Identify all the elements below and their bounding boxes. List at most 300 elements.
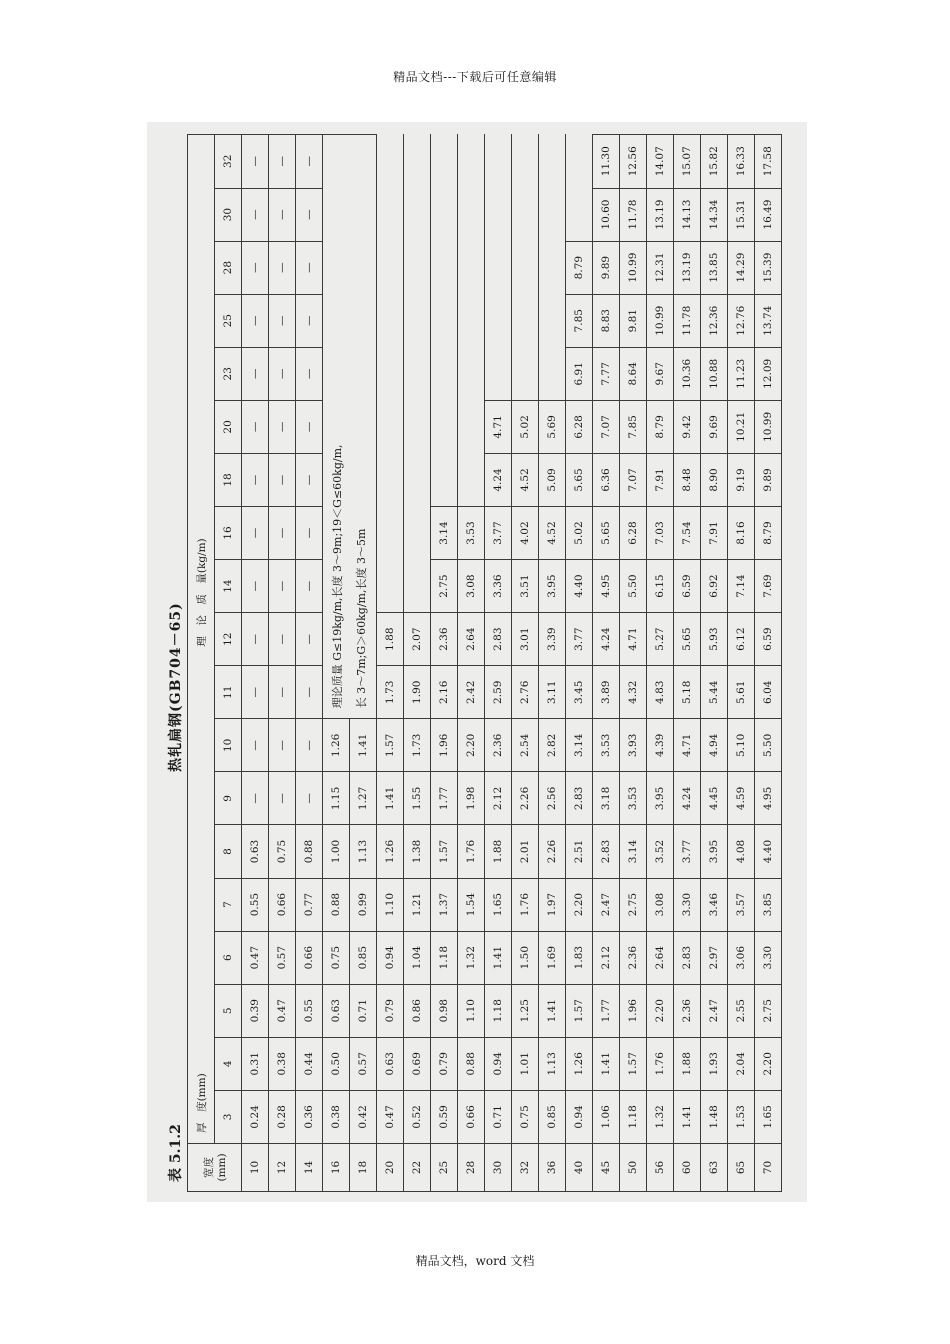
width-cell: 40 [566,1143,593,1191]
mass-cell: 1.76 [512,878,539,931]
table-row [431,135,458,1192]
mass-cell: 7.85 [566,294,593,347]
mass-cell: 15.39 [755,241,782,294]
mass-cell: 2.26 [512,772,539,825]
mass-cell: 1.54 [458,878,485,931]
thickness-label: 厚 度(mm) [195,1073,208,1133]
width-cell: 10 [242,1143,269,1191]
mass-cell: 7.85 [620,400,647,453]
length-note-cell [323,135,377,719]
mass-cell: 6.15 [647,560,674,613]
mass-cell: — [269,666,296,719]
mass-cell: 11.23 [728,347,755,400]
mass-cell: 1.13 [539,1037,566,1090]
mass-cell: 4.59 [728,772,755,825]
empty-cell [458,400,485,453]
mass-cell: 1.41 [350,719,377,772]
width-cell: 18 [350,1143,377,1191]
mass-cell: 4.40 [755,825,782,878]
mass-cell: 4.95 [755,772,782,825]
mass-cell: 12.76 [728,294,755,347]
mass-cell: 2.75 [620,878,647,931]
mass-cell: 0.94 [566,1090,593,1143]
mass-cell: 1.76 [647,1037,674,1090]
mass-cell: — [269,506,296,559]
mass-cell: 5.27 [647,613,674,666]
width-cell: 22 [404,1143,431,1191]
mass-cell: 0.50 [323,1037,350,1090]
mass-cell: 3.30 [755,931,782,984]
thickness-header: 30 [215,188,242,241]
mass-cell: 3.52 [647,825,674,878]
mass-cell: 0.47 [269,984,296,1037]
mass-cell: 1.41 [485,931,512,984]
mass-cell: 12.56 [620,135,647,189]
mass-cell: 10.36 [674,347,701,400]
empty-cell [539,241,566,294]
mass-cell: — [296,666,323,719]
mass-cell: 2.55 [728,984,755,1037]
mass-cell: 3.53 [620,772,647,825]
empty-cell [377,453,404,506]
mass-cell: — [269,347,296,400]
table-row [620,135,647,1192]
mass-cell: 1.41 [593,1037,620,1090]
empty-cell [431,188,458,241]
table-row [323,135,350,1192]
mass-cell: 7.14 [728,560,755,613]
mass-cell: — [296,772,323,825]
mass-cell: 8.90 [701,453,728,506]
mass-cell: 1.77 [431,772,458,825]
empty-cell [458,135,485,189]
mass-cell: 1.77 [593,984,620,1037]
mass-cell: 7.69 [755,560,782,613]
mass-cell: 14.29 [728,241,755,294]
mass-cell: 10.99 [647,294,674,347]
mass-cell: 10.99 [755,400,782,453]
mass-cell: 3.06 [728,931,755,984]
mass-cell: 2.51 [566,825,593,878]
mass-cell: 3.45 [566,666,593,719]
mass-cell: — [296,135,323,189]
empty-cell [431,453,458,506]
mass-cell: 6.59 [674,560,701,613]
mass-cell: 4.71 [620,613,647,666]
empty-cell [431,135,458,189]
mass-cell: 2.47 [593,878,620,931]
mass-cell: 2.75 [755,984,782,1037]
mass-cell: — [242,453,269,506]
table-row [242,135,269,1192]
mass-cell: 1.57 [431,825,458,878]
table-row [512,135,539,1192]
mass-cell: 2.54 [512,719,539,772]
empty-cell [431,294,458,347]
mass-cell: 3.30 [674,878,701,931]
mass-cell: 2.20 [566,878,593,931]
mass-cell: — [242,560,269,613]
mass-cell: 10.88 [701,347,728,400]
mass-cell: — [269,719,296,772]
width-cell: 45 [593,1143,620,1191]
mass-cell: 10.21 [728,400,755,453]
mass-cell: 7.03 [647,506,674,559]
empty-cell [377,241,404,294]
mass-cell: 0.38 [323,1090,350,1143]
empty-cell [566,188,593,241]
empty-cell [512,241,539,294]
mass-cell: 1.10 [458,984,485,1037]
mass-cell: 9.69 [701,400,728,453]
mass-cell: 9.89 [755,453,782,506]
mass-cell: — [296,613,323,666]
mass-cell: 1.01 [512,1037,539,1090]
mass-cell: — [269,188,296,241]
mass-cell: 3.01 [512,613,539,666]
mass-cell: — [269,135,296,189]
mass-cell: 3.14 [620,825,647,878]
mass-cell: 0.55 [296,984,323,1037]
empty-cell [512,135,539,189]
mass-cell: 16.33 [728,135,755,189]
mass-cell: 0.36 [296,1090,323,1143]
mass-cell: 2.36 [485,719,512,772]
mass-cell: 0.99 [350,878,377,931]
width-cell: 16 [323,1143,350,1191]
mass-cell: 0.31 [242,1037,269,1090]
empty-cell [377,135,404,189]
mass-cell: 1.00 [323,825,350,878]
mass-cell: — [269,772,296,825]
mass-cell: 5.65 [566,453,593,506]
mass-cell: — [269,613,296,666]
mass-cell: 4.24 [485,453,512,506]
mass-cell: 13.19 [647,188,674,241]
mass-cell: 1.26 [377,825,404,878]
header-row-1 [188,135,215,1192]
mass-cell: 4.83 [647,666,674,719]
mass-cell: — [269,400,296,453]
empty-cell [539,135,566,189]
table-caption: 热轧扁钢(GB704－65) [168,602,184,772]
mass-cell: 1.13 [350,825,377,878]
empty-cell [458,453,485,506]
mass-cell: 7.77 [593,347,620,400]
width-cell: 56 [647,1143,674,1191]
mass-cell: 3.11 [539,666,566,719]
thickness-header: 28 [215,241,242,294]
empty-cell [458,241,485,294]
mass-cell: 2.82 [539,719,566,772]
mass-cell: 3.36 [485,560,512,613]
mass-cell: 1.57 [377,719,404,772]
mass-cell: 1.21 [404,878,431,931]
mass-cell: 1.26 [566,1037,593,1090]
mass-cell: 1.18 [485,984,512,1037]
mass-label: 理 论 质 量(kg/m) [195,538,208,647]
mass-cell: — [242,400,269,453]
mass-cell: 1.18 [620,1090,647,1143]
empty-cell [458,188,485,241]
mass-cell: 11.30 [593,135,620,189]
mass-cell: 17.58 [755,135,782,189]
mass-cell: 0.88 [296,825,323,878]
mass-cell: 4.52 [512,453,539,506]
mass-cell: 3.77 [566,613,593,666]
width-cell: 25 [431,1143,458,1191]
page-footer: 精品文档，word 文档 [415,1254,535,1268]
mass-cell: 3.46 [701,878,728,931]
mass-cell: 1.48 [701,1090,728,1143]
mass-cell: 1.50 [512,931,539,984]
mass-cell: 3.57 [728,878,755,931]
mass-cell: 1.26 [323,719,350,772]
mass-cell: 4.24 [674,772,701,825]
mass-cell: — [296,453,323,506]
empty-cell [431,347,458,400]
mass-cell: 14.34 [701,188,728,241]
thickness-header: 16 [215,506,242,559]
mass-cell: 1.04 [404,931,431,984]
mass-cell: 4.94 [701,719,728,772]
mass-cell: 5.65 [674,613,701,666]
thickness-header: 18 [215,453,242,506]
width-unit-label: (mm) [216,1153,228,1182]
empty-cell [566,135,593,189]
mass-cell: — [296,506,323,559]
mass-cell: 3.39 [539,613,566,666]
mass-cell: 0.79 [431,1037,458,1090]
mass-cell: — [296,560,323,613]
mass-cell: 0.57 [350,1037,377,1090]
mass-cell: 2.20 [755,1037,782,1090]
mass-cell: 1.88 [377,613,404,666]
mass-cell: — [242,294,269,347]
mass-cell: — [242,666,269,719]
scanned-table-image [147,122,807,1202]
mass-cell: 0.85 [539,1090,566,1143]
mass-cell: 0.94 [485,1037,512,1090]
mass-cell: 1.41 [539,984,566,1037]
mass-cell: 0.44 [296,1037,323,1090]
mass-cell: 0.57 [269,931,296,984]
rotated-table-content [147,122,807,1202]
mass-cell: 3.08 [647,878,674,931]
mass-cell: 1.38 [404,825,431,878]
mass-cell: 3.93 [620,719,647,772]
mass-cell: 0.88 [323,878,350,931]
mass-cell: 15.82 [701,135,728,189]
width-cell: 60 [674,1143,701,1191]
thickness-header: 7 [215,878,242,931]
empty-cell [431,400,458,453]
mass-cell: 1.73 [377,666,404,719]
empty-cell [404,241,431,294]
mass-cell: 5.61 [728,666,755,719]
table-row [701,135,728,1192]
mass-cell: 1.25 [512,984,539,1037]
mass-cell: 0.63 [377,1037,404,1090]
empty-cell [404,560,431,613]
mass-cell: 11.78 [620,188,647,241]
mass-cell: 7.07 [593,400,620,453]
mass-cell: — [269,294,296,347]
mass-cell: 8.79 [647,400,674,453]
mass-cell: 14.13 [674,188,701,241]
thickness-header: 5 [215,984,242,1037]
mass-cell: — [242,613,269,666]
empty-cell [512,294,539,347]
page-header: 精品文档---下载后可任意编辑 [393,70,557,84]
mass-cell: 1.76 [458,825,485,878]
table-row [593,135,620,1192]
mass-cell: 6.59 [755,613,782,666]
table-row [755,135,782,1192]
empty-cell [485,135,512,189]
mass-cell: 1.57 [566,984,593,1037]
empty-cell [404,347,431,400]
mass-cell: 5.18 [674,666,701,719]
mass-cell: 6.28 [566,400,593,453]
mass-cell: 3.18 [593,772,620,825]
mass-cell: 0.71 [485,1090,512,1143]
mass-cell: 1.32 [458,931,485,984]
mass-cell: 2.01 [512,825,539,878]
mass-cell: 13.85 [701,241,728,294]
thickness-header: 23 [215,347,242,400]
mass-cell: 0.59 [431,1090,458,1143]
mass-cell: — [296,400,323,453]
empty-cell [377,294,404,347]
mass-cell: 2.42 [458,666,485,719]
mass-cell: 2.75 [431,560,458,613]
empty-cell [377,506,404,559]
mass-cell: 2.59 [485,666,512,719]
mass-cell: 0.63 [323,984,350,1037]
table-row [458,135,485,1192]
mass-cell: 1.88 [674,1037,701,1090]
mass-cell: 1.73 [404,719,431,772]
thickness-row [215,135,242,1192]
mass-cell: 9.42 [674,400,701,453]
mass-cell: 7.07 [620,453,647,506]
mass-cell: 5.44 [701,666,728,719]
empty-cell [377,400,404,453]
mass-cell: 2.83 [593,825,620,878]
empty-cell [539,188,566,241]
table-row [404,135,431,1192]
mass-cell: 0.55 [242,878,269,931]
mass-cell: — [296,347,323,400]
mass-cell: — [242,772,269,825]
mass-cell: 1.06 [593,1090,620,1143]
table-row [485,135,512,1192]
thickness-header: 14 [215,560,242,613]
thickness-header: 8 [215,825,242,878]
mass-cell: 1.90 [404,666,431,719]
width-header [188,1143,242,1191]
mass-cell: 1.41 [674,1090,701,1143]
mass-cell: 3.77 [485,506,512,559]
mass-cell: 7.91 [647,453,674,506]
mass-cell: 5.50 [755,719,782,772]
width-cell: 50 [620,1143,647,1191]
table-row [296,135,323,1192]
mass-cell: — [242,135,269,189]
mass-cell: 14.07 [647,135,674,189]
mass-cell: 5.69 [539,400,566,453]
mass-cell: 6.04 [755,666,782,719]
mass-cell: 2.12 [593,931,620,984]
mass-cell: — [269,241,296,294]
mass-cell: 5.65 [593,506,620,559]
width-cell: 63 [701,1143,728,1191]
mass-cell: 0.85 [350,931,377,984]
mass-cell: 3.95 [701,825,728,878]
mass-cell: — [296,294,323,347]
length-note-line-2: 长 3～7m;G＞60kg/m,长度 3～5m [354,528,368,709]
mass-cell: 6.36 [593,453,620,506]
mass-cell: 2.83 [485,613,512,666]
mass-cell: 2.04 [728,1037,755,1090]
thickness-header: 6 [215,931,242,984]
mass-cell: 3.53 [458,506,485,559]
mass-cell: 8.83 [593,294,620,347]
mass-cell: 0.71 [350,984,377,1037]
mass-cell: 10.60 [593,188,620,241]
mass-cell: 13.74 [755,294,782,347]
mass-cell: 2.56 [539,772,566,825]
empty-cell [377,560,404,613]
mass-cell: 1.32 [647,1090,674,1143]
empty-cell [431,241,458,294]
mass-cell: 1.65 [755,1090,782,1143]
mass-cell: 1.15 [323,772,350,825]
empty-cell [485,294,512,347]
thickness-header: 10 [215,719,242,772]
mass-cell: 3.08 [458,560,485,613]
mass-cell: 0.79 [377,984,404,1037]
thickness-header: 20 [215,400,242,453]
mass-cell: 3.85 [755,878,782,931]
mass-cell: 2.26 [539,825,566,878]
mass-cell: — [242,188,269,241]
mass-cell: 15.31 [728,188,755,241]
width-cell: 28 [458,1143,485,1191]
mass-cell: 9.89 [593,241,620,294]
mass-cell: 6.28 [620,506,647,559]
empty-cell [404,506,431,559]
thickness-header: 3 [215,1090,242,1143]
mass-cell: — [242,506,269,559]
mass-cell: 3.95 [539,560,566,613]
mass-cell: 3.89 [593,666,620,719]
mass-cell: 0.24 [242,1090,269,1143]
mass-cell: 1.69 [539,931,566,984]
mass-cell: 3.14 [431,506,458,559]
mass-cell: 5.10 [728,719,755,772]
mass-cell: 11.78 [674,294,701,347]
width-cell: 36 [539,1143,566,1191]
empty-cell [377,188,404,241]
empty-cell [512,347,539,400]
width-cell: 20 [377,1143,404,1191]
mass-cell: 0.88 [458,1037,485,1090]
mass-cell: 2.16 [431,666,458,719]
mass-cell: 3.14 [566,719,593,772]
mass-cell: 6.12 [728,613,755,666]
